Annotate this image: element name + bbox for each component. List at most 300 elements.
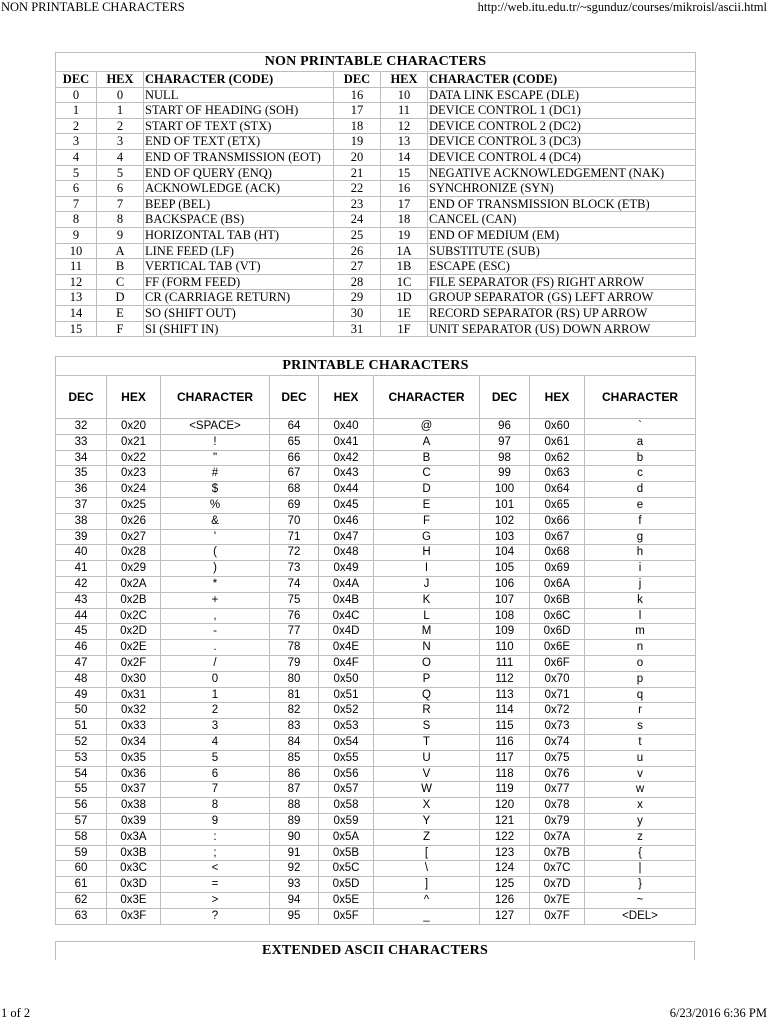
- table-cell: 6: [56, 181, 97, 197]
- table-cell: 121: [480, 813, 530, 829]
- table-cell: END OF QUERY (ENQ): [144, 165, 334, 181]
- table-cell: 112: [480, 671, 530, 687]
- table-cell: +: [161, 592, 270, 608]
- table-cell: k: [585, 592, 696, 608]
- column-header: HEX: [97, 72, 144, 88]
- table-cell: 4: [161, 734, 270, 750]
- table-cell: 28: [334, 274, 381, 290]
- table-cell: V: [374, 766, 480, 782]
- table-cell: 99: [480, 466, 530, 482]
- table-cell: >: [161, 892, 270, 908]
- table-cell: 0x40: [319, 419, 374, 435]
- table-cell: 51: [56, 719, 107, 735]
- table-row: [56, 290, 696, 306]
- table-row: [56, 813, 696, 829]
- table-cell: 0x29: [107, 561, 161, 577]
- table-cell: ESCAPE (ESC): [428, 259, 696, 275]
- table-cell: M: [374, 624, 480, 640]
- table-cell: [: [374, 845, 480, 861]
- table-cell: 36: [56, 482, 107, 498]
- table-cell: 87: [270, 782, 319, 798]
- table-cell: 20: [334, 149, 381, 165]
- table-cell: 88: [270, 798, 319, 814]
- table-row: [56, 908, 696, 924]
- table-cell: `: [585, 419, 696, 435]
- table-cell: 70: [270, 513, 319, 529]
- table-cell: E: [97, 305, 144, 321]
- column-header: CHARACTER (CODE): [428, 72, 696, 88]
- table-cell: 0x5B: [319, 845, 374, 861]
- table-cell: o: [585, 655, 696, 671]
- table-cell: 0x42: [319, 450, 374, 466]
- table-cell: 9: [56, 227, 97, 243]
- table-cell: 27: [334, 259, 381, 275]
- table-cell: 15: [381, 165, 428, 181]
- table-cell: 22: [334, 181, 381, 197]
- table-cell: c: [585, 466, 696, 482]
- table-cell: 0x60: [530, 419, 585, 435]
- table-cell: :: [161, 829, 270, 845]
- print-timestamp: 6/23/2016 6:36 PM: [669, 1006, 767, 1020]
- table-cell: 8: [161, 798, 270, 814]
- table-cell: 0x24: [107, 482, 161, 498]
- table-cell: 119: [480, 782, 530, 798]
- table-cell: ,: [161, 608, 270, 624]
- table-cell: (: [161, 545, 270, 561]
- table-cell: z: [585, 829, 696, 845]
- table-cell: 115: [480, 719, 530, 735]
- table-cell: VERTICAL TAB (VT): [144, 259, 334, 275]
- table-cell: 0x2B: [107, 592, 161, 608]
- table-cell: 0x36: [107, 766, 161, 782]
- column-header: DEC: [480, 376, 530, 419]
- table-cell: |: [585, 861, 696, 877]
- column-header: HEX: [381, 72, 428, 88]
- table-cell: 0x6D: [530, 624, 585, 640]
- table-row: [56, 829, 696, 845]
- table-cell: 0x5E: [319, 892, 374, 908]
- table-cell: C: [374, 466, 480, 482]
- table-cell: 0x2D: [107, 624, 161, 640]
- table-cell: 1F: [381, 321, 428, 337]
- table-cell: 8: [97, 212, 144, 228]
- table-cell: 43: [56, 592, 107, 608]
- table-cell: m: [585, 624, 696, 640]
- table-cell: }: [585, 877, 696, 893]
- table-cell: 86: [270, 766, 319, 782]
- table-row: [56, 165, 696, 181]
- table-cell: 35: [56, 466, 107, 482]
- table-cell: 0x72: [530, 703, 585, 719]
- table-cell: 95: [270, 908, 319, 924]
- table-cell: 10: [56, 243, 97, 259]
- table-cell: 90: [270, 829, 319, 845]
- table-cell: 0x50: [319, 671, 374, 687]
- table-row: [56, 545, 696, 561]
- table-cell: 0x37: [107, 782, 161, 798]
- table-cell: 9: [97, 227, 144, 243]
- table-cell: 110: [480, 640, 530, 656]
- table-cell: v: [585, 766, 696, 782]
- table-cell: 2: [161, 703, 270, 719]
- table-cell: 0x41: [319, 434, 374, 450]
- header-url[interactable]: http://web.itu.edu.tr/~sgunduz/courses/mikroisl/ascii.html: [477, 0, 767, 14]
- table-row: [56, 576, 696, 592]
- table-cell: 13: [381, 134, 428, 150]
- table-cell: 113: [480, 687, 530, 703]
- table-cell: 17: [334, 103, 381, 119]
- table-cell: 1: [56, 103, 97, 119]
- table-cell: 0x5D: [319, 877, 374, 893]
- table-cell: ): [161, 561, 270, 577]
- table-cell: 53: [56, 750, 107, 766]
- table-cell: 71: [270, 529, 319, 545]
- table-cell: 0x56: [319, 766, 374, 782]
- table-row: [56, 719, 696, 735]
- table-cell: 4: [97, 149, 144, 165]
- table-cell: 13: [56, 290, 97, 306]
- table-cell: 14: [381, 149, 428, 165]
- table-cell: 0x6E: [530, 640, 585, 656]
- table-cell: 19: [381, 227, 428, 243]
- table-cell: 21: [334, 165, 381, 181]
- table-cell: 116: [480, 734, 530, 750]
- table-cell: 16: [334, 87, 381, 103]
- table-cell: <SPACE>: [161, 419, 270, 435]
- table-cell: DEVICE CONTROL 4 (DC4): [428, 149, 696, 165]
- table-cell: DEVICE CONTROL 3 (DC3): [428, 134, 696, 150]
- table-cell: q: [585, 687, 696, 703]
- table-cell: 62: [56, 892, 107, 908]
- table-row: [56, 243, 696, 259]
- table-cell: 0x55: [319, 750, 374, 766]
- table-cell: 0x26: [107, 513, 161, 529]
- table-cell: 18: [381, 212, 428, 228]
- table-cell: 73: [270, 561, 319, 577]
- table-row: [56, 227, 696, 243]
- table-cell: 0x65: [530, 497, 585, 513]
- table-row: [56, 274, 696, 290]
- table-cell: 93: [270, 877, 319, 893]
- table-cell: b: [585, 450, 696, 466]
- table-cell: a: [585, 434, 696, 450]
- table-cell: 69: [270, 497, 319, 513]
- table-cell: 0x2C: [107, 608, 161, 624]
- table-cell: 30: [334, 305, 381, 321]
- printable-title: PRINTABLE CHARACTERS: [56, 357, 696, 376]
- table-cell: &: [161, 513, 270, 529]
- table-cell: 0x2A: [107, 576, 161, 592]
- page-header: [0, 0, 768, 16]
- table-cell: 0x45: [319, 497, 374, 513]
- table-cell: 48: [56, 671, 107, 687]
- table-cell: 1A: [381, 243, 428, 259]
- table-cell: 17: [381, 196, 428, 212]
- table-cell: 31: [334, 321, 381, 337]
- table-cell: 25: [334, 227, 381, 243]
- table-cell: _: [374, 908, 480, 924]
- table-cell: K: [374, 592, 480, 608]
- table-cell: ': [161, 529, 270, 545]
- table-cell: %: [161, 497, 270, 513]
- table-cell: S: [374, 719, 480, 735]
- table-cell: s: [585, 719, 696, 735]
- column-header: HEX: [530, 376, 585, 419]
- table-cell: 46: [56, 640, 107, 656]
- table-cell: 0x3D: [107, 877, 161, 893]
- table-cell: 0x4D: [319, 624, 374, 640]
- table-cell: @: [374, 419, 480, 435]
- table-cell: i: [585, 561, 696, 577]
- table-cell: 37: [56, 497, 107, 513]
- table-row: [56, 782, 696, 798]
- table-cell: Y: [374, 813, 480, 829]
- table-cell: 96: [480, 419, 530, 435]
- table-cell: 0x5F: [319, 908, 374, 924]
- table-cell: C: [97, 274, 144, 290]
- table-cell: 0x7D: [530, 877, 585, 893]
- table-cell: 1B: [381, 259, 428, 275]
- table-row: [56, 466, 696, 482]
- table-cell: 98: [480, 450, 530, 466]
- table-cell: FF (FORM FEED): [144, 274, 334, 290]
- table-cell: 85: [270, 750, 319, 766]
- table-cell: 123: [480, 845, 530, 861]
- table-cell: ;: [161, 845, 270, 861]
- table-cell: 19: [334, 134, 381, 150]
- table-cell: 0x59: [319, 813, 374, 829]
- table-cell: 0x7B: [530, 845, 585, 861]
- table-cell: B: [374, 450, 480, 466]
- table-row: [56, 734, 696, 750]
- table-cell: 101: [480, 497, 530, 513]
- table-cell: 100: [480, 482, 530, 498]
- table-cell: B: [97, 259, 144, 275]
- table-cell: R: [374, 703, 480, 719]
- table-cell: ]: [374, 877, 480, 893]
- table-cell: 72: [270, 545, 319, 561]
- table-cell: F: [97, 321, 144, 337]
- table-cell: 83: [270, 719, 319, 735]
- column-header: CHARACTER: [374, 376, 480, 419]
- table-cell: 0x68: [530, 545, 585, 561]
- table-cell: 0x32: [107, 703, 161, 719]
- table-cell: 0x58: [319, 798, 374, 814]
- table-cell: I: [374, 561, 480, 577]
- table-cell: p: [585, 671, 696, 687]
- table-cell: SYNCHRONIZE (SYN): [428, 181, 696, 197]
- table-cell: Z: [374, 829, 480, 845]
- table-cell: DATA LINK ESCAPE (DLE): [428, 87, 696, 103]
- table-cell: 0x25: [107, 497, 161, 513]
- table-cell: 105: [480, 561, 530, 577]
- table-cell: 0x79: [530, 813, 585, 829]
- header-title: NON PRINTABLE CHARACTERS: [1, 0, 185, 14]
- printable-header-row: [56, 376, 696, 419]
- table-cell: 78: [270, 640, 319, 656]
- table-cell: 64: [270, 419, 319, 435]
- table-cell: 41: [56, 561, 107, 577]
- table-cell: 0x5C: [319, 861, 374, 877]
- page-number: 1 of 2: [1, 1006, 31, 1020]
- table-cell: 65: [270, 434, 319, 450]
- table-cell: 10: [381, 87, 428, 103]
- table-cell: 0x49: [319, 561, 374, 577]
- table-cell: START OF TEXT (STX): [144, 118, 334, 134]
- table-row: [56, 482, 696, 498]
- table-cell: 0x22: [107, 450, 161, 466]
- table-cell: L: [374, 608, 480, 624]
- table-cell: <DEL>: [585, 908, 696, 924]
- table-cell: 0: [161, 671, 270, 687]
- table-cell: 0x6C: [530, 608, 585, 624]
- table-cell: A: [374, 434, 480, 450]
- table-cell: 2: [97, 118, 144, 134]
- table-cell: 103: [480, 529, 530, 545]
- table-cell: UNIT SEPARATOR (US) DOWN ARROW: [428, 321, 696, 337]
- table-cell: X: [374, 798, 480, 814]
- table-cell: 125: [480, 877, 530, 893]
- table-cell: f: [585, 513, 696, 529]
- table-cell: =: [161, 877, 270, 893]
- table-cell: 0x48: [319, 545, 374, 561]
- table-cell: 0x4B: [319, 592, 374, 608]
- table-cell: HORIZONTAL TAB (HT): [144, 227, 334, 243]
- table-cell: 0x47: [319, 529, 374, 545]
- table-cell: GROUP SEPARATOR (GS) LEFT ARROW: [428, 290, 696, 306]
- table-cell: N: [374, 640, 480, 656]
- table-row: [56, 134, 696, 150]
- table-cell: 82: [270, 703, 319, 719]
- table-row: [56, 497, 696, 513]
- table-cell: 0x4E: [319, 640, 374, 656]
- table-cell: Q: [374, 687, 480, 703]
- table-cell: 0x3E: [107, 892, 161, 908]
- table-cell: 0x51: [319, 687, 374, 703]
- table-cell: 9: [161, 813, 270, 829]
- table-cell: 118: [480, 766, 530, 782]
- table-cell: /: [161, 655, 270, 671]
- table-cell: 77: [270, 624, 319, 640]
- table-cell: P: [374, 671, 480, 687]
- table-cell: CR (CARRIAGE RETURN): [144, 290, 334, 306]
- table-cell: 12: [56, 274, 97, 290]
- extended-title: EXTENDED ASCII CHARACTERS: [56, 942, 695, 961]
- table-cell: 3: [97, 134, 144, 150]
- table-cell: 0x39: [107, 813, 161, 829]
- column-header: CHARACTER: [161, 376, 270, 419]
- table-cell: 0x57: [319, 782, 374, 798]
- table-cell: 24: [334, 212, 381, 228]
- table-cell: 0x21: [107, 434, 161, 450]
- table-cell: 3: [161, 719, 270, 735]
- table-cell: 52: [56, 734, 107, 750]
- table-cell: 5: [56, 165, 97, 181]
- table-row: [56, 640, 696, 656]
- table-cell: 5: [161, 750, 270, 766]
- table-cell: 0x4C: [319, 608, 374, 624]
- table-cell: h: [585, 545, 696, 561]
- table-cell: 0x38: [107, 798, 161, 814]
- table-cell: 11: [381, 103, 428, 119]
- table-cell: BEEP (BEL): [144, 196, 334, 212]
- table-cell: 7: [161, 782, 270, 798]
- table-cell: 12: [381, 118, 428, 134]
- column-header: HEX: [107, 376, 161, 419]
- table-cell: .: [161, 640, 270, 656]
- table-row: [56, 450, 696, 466]
- table-cell: 0x5A: [319, 829, 374, 845]
- table-cell: 0x77: [530, 782, 585, 798]
- table-cell: O: [374, 655, 480, 671]
- table-cell: LINE FEED (LF): [144, 243, 334, 259]
- table-cell: 102: [480, 513, 530, 529]
- table-cell: 1: [161, 687, 270, 703]
- table-cell: 0x2F: [107, 655, 161, 671]
- table-cell: 0x78: [530, 798, 585, 814]
- table-cell: 7: [97, 196, 144, 212]
- extended-table: [55, 941, 695, 960]
- table-cell: 57: [56, 813, 107, 829]
- table-row: [56, 687, 696, 703]
- table-cell: 26: [334, 243, 381, 259]
- table-cell: 89: [270, 813, 319, 829]
- table-cell: 59: [56, 845, 107, 861]
- table-row: [56, 798, 696, 814]
- column-header: DEC: [56, 72, 97, 88]
- column-header: HEX: [319, 376, 374, 419]
- table-cell: 44: [56, 608, 107, 624]
- table-cell: 14: [56, 305, 97, 321]
- table-row: [56, 181, 696, 197]
- table-cell: 40: [56, 545, 107, 561]
- table-cell: 0x75: [530, 750, 585, 766]
- table-cell: 75: [270, 592, 319, 608]
- table-cell: 114: [480, 703, 530, 719]
- table-cell: 61: [56, 877, 107, 893]
- table-row: [56, 513, 696, 529]
- table-cell: 0x69: [530, 561, 585, 577]
- table-cell: 0x33: [107, 719, 161, 735]
- table-cell: x: [585, 798, 696, 814]
- table-cell: 5: [97, 165, 144, 181]
- table-cell: ~: [585, 892, 696, 908]
- table-cell: 0x4A: [319, 576, 374, 592]
- table-cell: !: [161, 434, 270, 450]
- table-cell: 6: [97, 181, 144, 197]
- table-cell: ": [161, 450, 270, 466]
- table-cell: U: [374, 750, 480, 766]
- table-row: [56, 655, 696, 671]
- table-row: [56, 892, 696, 908]
- table-row: [56, 561, 696, 577]
- table-cell: SI (SHIFT IN): [144, 321, 334, 337]
- table-cell: 42: [56, 576, 107, 592]
- table-row: [56, 766, 696, 782]
- table-cell: 11: [56, 259, 97, 275]
- table-row: [56, 212, 696, 228]
- table-row: [56, 624, 696, 640]
- table-cell: 0x3F: [107, 908, 161, 924]
- table-cell: T: [374, 734, 480, 750]
- table-cell: 0x6F: [530, 655, 585, 671]
- table-cell: 0x52: [319, 703, 374, 719]
- table-cell: 54: [56, 766, 107, 782]
- table-cell: 15: [56, 321, 97, 337]
- table-cell: END OF TEXT (ETX): [144, 134, 334, 150]
- page-footer: [0, 1006, 768, 1024]
- table-cell: 126: [480, 892, 530, 908]
